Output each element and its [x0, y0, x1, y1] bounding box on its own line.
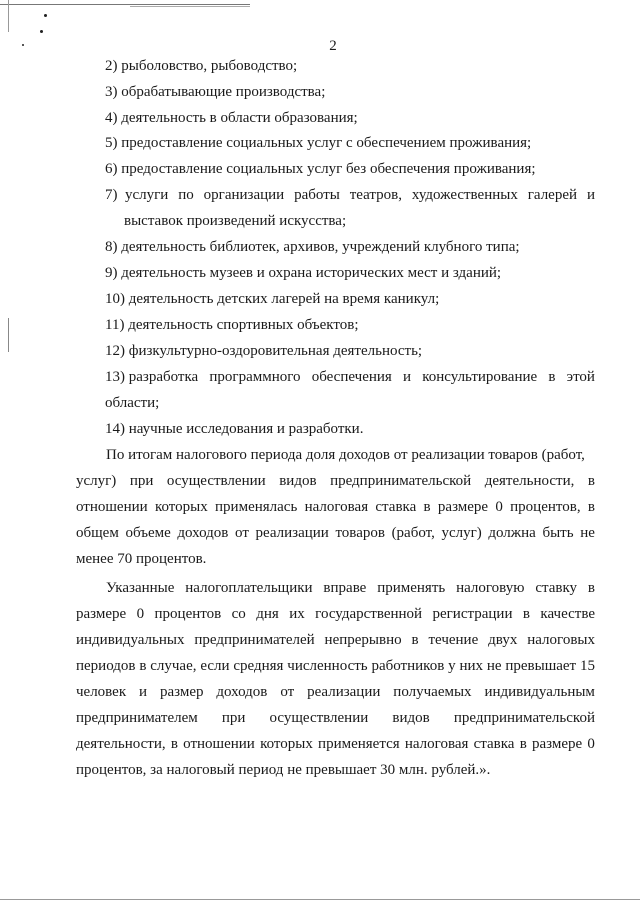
paragraph-line [76, 735, 595, 753]
word: в [519, 736, 527, 752]
paragraph-line: По итогам налогового периода доля доходов от реализации товаров (работ, [106, 447, 585, 463]
scan-artifact-dot [44, 14, 47, 17]
word: размере [532, 736, 583, 752]
word: дня [256, 606, 279, 622]
word: размере [437, 499, 489, 515]
list-item: 11) деятельность спортивных объектов; [105, 317, 359, 333]
word: предпринимателем [76, 710, 198, 726]
word: в [587, 473, 595, 489]
word: организации [203, 187, 285, 203]
list-item: 3) обрабатывающие производства; [105, 84, 326, 100]
word: видов [279, 473, 317, 489]
paragraph-line [76, 472, 595, 490]
word: и [586, 187, 595, 203]
paragraph-line [76, 605, 595, 623]
word: вправе [323, 580, 367, 596]
scan-artifact-line [8, 0, 9, 32]
word: общем [76, 525, 119, 541]
word: при [221, 710, 246, 726]
word: 0 [136, 606, 145, 622]
word: применялась [215, 499, 298, 515]
word: случае, [150, 658, 197, 674]
word: их [289, 606, 305, 622]
paragraph-line [76, 524, 595, 542]
scan-artifact-line [130, 6, 250, 7]
word: у [448, 658, 456, 674]
word: предпринимательской [330, 473, 472, 489]
word: процентов [154, 606, 222, 622]
list-item [105, 368, 595, 386]
word: в [587, 580, 595, 596]
word: доходов [177, 525, 229, 541]
word: театров, [349, 187, 402, 203]
word: деятельности, [76, 736, 166, 752]
word: доходов [216, 684, 268, 700]
word: применять [377, 580, 446, 596]
word: Указанные [106, 580, 175, 596]
word: налоговая [404, 736, 469, 752]
word: предпринимательской [453, 710, 595, 726]
paragraph-line [76, 631, 595, 649]
word: налоговых [527, 632, 595, 648]
word: ставку [535, 580, 578, 596]
list-item-continuation: выставок произведений искусства; [124, 213, 347, 229]
word: индивидуальных [76, 632, 185, 648]
word: налоговую [456, 580, 525, 596]
word: обеспечения [311, 369, 392, 385]
word: объеме [125, 525, 171, 541]
word: художественных [411, 187, 518, 203]
word: должна [488, 525, 536, 541]
paragraph-line [106, 579, 595, 597]
word: 7) услуги [105, 187, 169, 203]
word: в [423, 499, 431, 515]
word: отношении [183, 736, 255, 752]
word: в [522, 606, 530, 622]
word: осуществлении [269, 710, 369, 726]
word: консультирование [422, 369, 538, 385]
word: течение [428, 632, 479, 648]
paragraph-line: менее 70 процентов. [76, 551, 207, 567]
word: качестве [540, 606, 595, 622]
word: в [139, 658, 147, 674]
word: услуг) [441, 525, 482, 541]
word: регистрации [432, 606, 513, 622]
word: размер [159, 684, 204, 700]
word: при [129, 473, 154, 489]
word: со [231, 606, 246, 622]
page-number: 2 [329, 38, 337, 54]
scan-artifact-line [0, 4, 250, 5]
list-item: 14) научные исследования и разработки. [105, 421, 364, 437]
word: средняя [233, 658, 284, 674]
word: непрерывно [324, 632, 402, 648]
word: размере [76, 606, 127, 622]
word: государственной [315, 606, 423, 622]
word: которых [154, 499, 208, 515]
word: реализации [307, 684, 381, 700]
list-item [105, 186, 595, 204]
word: отношении [76, 499, 148, 515]
word: работников [371, 658, 445, 674]
paragraph-line [76, 657, 595, 675]
word: ставка [375, 499, 417, 515]
word: галерей [527, 187, 578, 203]
word: программного [209, 369, 301, 385]
word: не [486, 658, 502, 674]
list-item-continuation: области; [105, 395, 160, 411]
list-item: 4) деятельность в области образования; [105, 110, 358, 126]
word: и [139, 684, 148, 700]
word: получаемых [393, 684, 472, 700]
word: ставка [473, 736, 515, 752]
paragraph-line [76, 498, 595, 516]
paragraph-line [76, 709, 595, 727]
word: деятельности, [484, 473, 575, 489]
word: превышает [505, 658, 577, 674]
scan-artifact-line [8, 318, 9, 352]
list-item: 12) физкультурно-оздоровительная деятельность; [105, 343, 423, 359]
word: периодов [76, 658, 136, 674]
word: 15 [579, 658, 595, 674]
word: них [459, 658, 483, 674]
list-item: 10) деятельность детских лагерей на время каникул; [105, 291, 440, 307]
word: и [403, 369, 412, 385]
word: предпринимателей [194, 632, 315, 648]
word: применяется [318, 736, 400, 752]
word: 0 [495, 499, 503, 515]
word: численность [287, 658, 368, 674]
list-item: 9) деятельность музеев и охрана исторических мест и зданий; [105, 265, 502, 281]
word: если [200, 658, 230, 674]
scan-artifact-line [0, 899, 640, 900]
word: (работ, [391, 525, 435, 541]
word: процентов, [510, 499, 581, 515]
word: 13) разработка [105, 369, 199, 385]
list-item: 6) предоставление социальных услуг без обеспечения проживания; [105, 161, 536, 177]
scan-artifact-dot [40, 30, 43, 33]
paragraph-line [76, 683, 595, 701]
word: которых [260, 736, 313, 752]
word: налогоплательщики [185, 580, 313, 596]
word: от [235, 525, 249, 541]
word: услуг) [76, 473, 117, 489]
paragraph-line: процентов, за налоговый период не превышает 30 млн. рублей.». [76, 762, 491, 778]
list-item: 5) предоставление социальных услуг с обеспечением проживания; [105, 135, 532, 151]
list-item: 2) рыболовство, рыбоводство; [105, 58, 298, 74]
word: в [548, 369, 556, 385]
word: быть [542, 525, 574, 541]
word: в [587, 499, 595, 515]
word: по [178, 187, 194, 203]
list-item: 8) деятельность библиотек, архивов, учреждений клубного типа; [105, 239, 520, 255]
word: работы [294, 187, 340, 203]
word: в [170, 736, 178, 752]
word: видов [392, 710, 430, 726]
word: индивидуальным [484, 684, 595, 700]
word: в [411, 632, 419, 648]
word: человек [76, 684, 127, 700]
word: этой [566, 369, 595, 385]
word: осуществлении [166, 473, 266, 489]
word: налоговая [304, 499, 369, 515]
word: не [580, 525, 595, 541]
word: реализации [255, 525, 329, 541]
word: 0 [587, 736, 595, 752]
word: от [280, 684, 295, 700]
word: товаров [335, 525, 385, 541]
word: двух [488, 632, 518, 648]
